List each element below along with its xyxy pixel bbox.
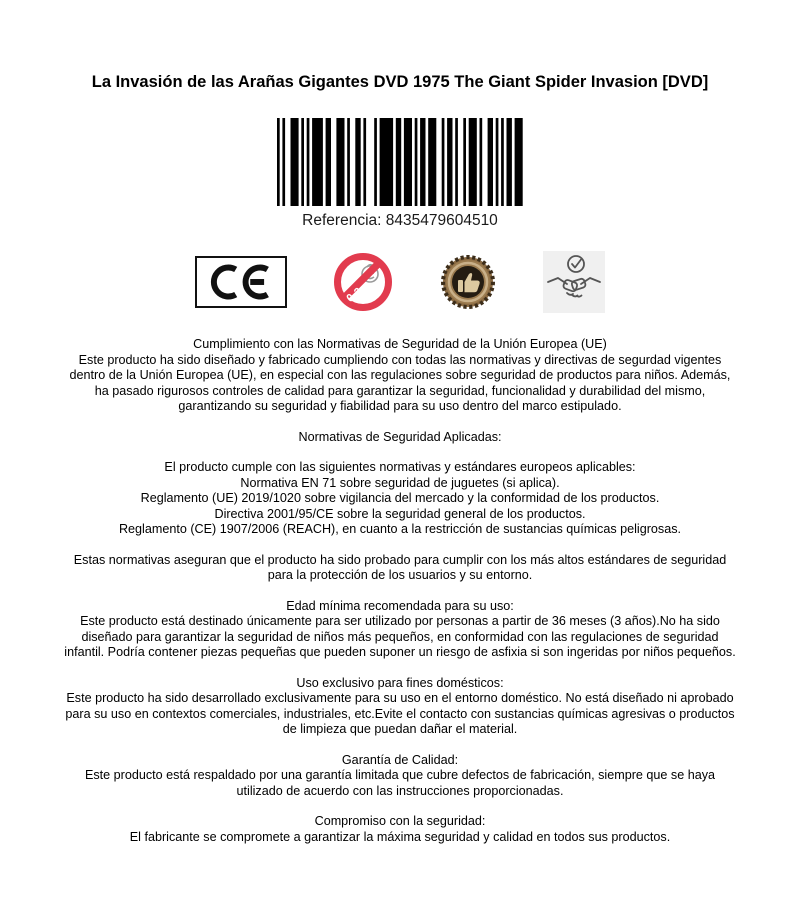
text-section (61, 676, 739, 738)
text-line: El fabricante se compromete a garantizar la máxima seguridad y calidad en todos sus productos. (129, 829, 671, 844)
text-line: Cumplimiento con las Normativas de Seguridad de la Unión Europea (UE) (193, 337, 607, 351)
text-line: Reglamento (UE) 2019/1020 sobre vigilancia del mercado y la conformidad de los productos. (140, 491, 660, 505)
certification-icons-row (0, 251, 800, 313)
text-line: Este producto está respaldado por una garantía limitada que cubre defectos de fabricación, siempre que se haya utilizado de acuerdo con las instrucciones proporcionadas. (84, 768, 716, 798)
guarantee-handshake-icon (543, 251, 605, 313)
quality-seal-svg (439, 253, 497, 311)
age-warning-text: 0-3 (344, 285, 365, 305)
text-line: Este producto está destinado únicamente para ser utilizado por personas a partir de 36 meses (3 años).No ha sido diseñado para garantizar la seguridad de niños más pequeños, en conformidad con las regulaciones de seguridad infantil. Podría contener piezas pequeñas que pueden suponer un riesgo de asfixia si son ingeridas por niños pequeños. (64, 614, 736, 659)
compliance-text (61, 337, 739, 845)
text-section (61, 460, 739, 538)
barcode-icon (277, 118, 523, 206)
text-section (61, 753, 739, 800)
handshake-svg (543, 251, 605, 313)
text-line: El producto cumple con las siguientes normativas y estándares europeos aplicables: (164, 460, 636, 474)
quality-seal-icon (439, 253, 497, 311)
text-line: Normativa EN 71 sobre seguridad de juguetes (si aplica). (240, 475, 560, 490)
text-line: Garantía de Calidad: (341, 752, 459, 767)
ce-letters (208, 263, 274, 301)
age-warning-svg (333, 252, 393, 312)
text-line: Compromiso con la seguridad: (314, 814, 486, 828)
text-section (61, 337, 739, 415)
text-section (61, 599, 739, 661)
ce-mark-icon (195, 256, 287, 308)
text-line: Estas normativas aseguran que el producto ha sido probado para cumplir con los más altos estándares de seguridad para la protección de los usuarios y su entorno. (73, 552, 727, 582)
text-section (61, 814, 739, 845)
page-title: La Invasión de las Arañas Gigantes DVD 1975 The Giant Spider Invasion [DVD] (91, 73, 709, 91)
text-line: Normativas de Seguridad Aplicadas: (298, 429, 502, 444)
text-line: Reglamento (CE) 1907/2006 (REACH), en cuanto a la restricción de sustancias químicas peligrosas. (118, 522, 682, 536)
text-line: Edad mínima recomendada para su uso: (286, 598, 514, 613)
text-line: Este producto ha sido diseñado y fabricado cumpliendo con todas las normativas y directivas de segurdad vigentes dentro de la Unión Europea (UE), en especial con las regulaciones sobre seguridad de productos para niños. Además, ha pasado rigurosos controles de calidad para garantizar la seguridad, funcionalidad y durabilidad del mismo, garantizando su seguridad y fiabilidad para su uso dentro del marco estipulado. (69, 352, 731, 413)
text-section (61, 553, 739, 584)
text-line: Directiva 2001/95/CE sobre la seguridad general de los productos. (214, 506, 586, 521)
text-section (61, 430, 739, 446)
reference-number: Referencia: 8435479604510 (302, 212, 498, 229)
barcode-block (0, 118, 800, 230)
text-line: Este producto ha sido desarrollado exclusivamente para su uso en el entorno doméstico. No está diseñado ni aprobado para su uso en contextos comerciales, industriales, etc.Evite el contacto con sustancias químicas agresivas o productos de limpieza que puedan dañar el material. (65, 691, 735, 736)
text-line: Uso exclusivo para fines domésticos: (296, 675, 504, 690)
age-warning-0-3-icon (333, 252, 393, 312)
